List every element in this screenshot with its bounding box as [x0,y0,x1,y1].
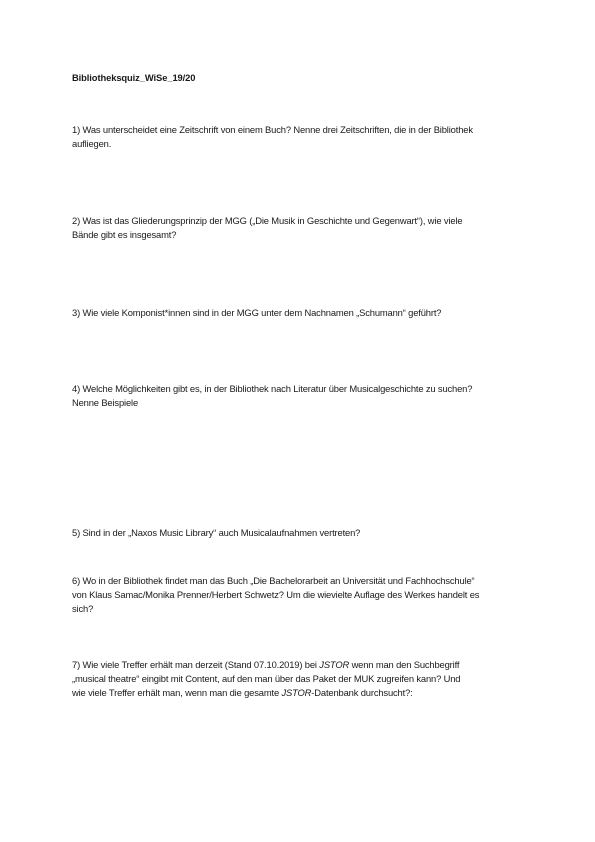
question-text-line: 2) Was ist das Gliederungsprinzip der MGG („Die Musik in Geschichte und Gegenwart“), wie viele [72,215,463,226]
question-1 [72,123,528,151]
question-text-line: Bände gibt es insgesamt? [72,229,177,241]
question-text-line: von Klaus Samac/Monika Prenner/Herbert Schwetz? Um die wievielte Auflage des Werkes handelt es [72,589,480,601]
question-6 [72,574,528,617]
question-text-line: 3) Wie viele Komponist*innen sind in der MGG unter dem Nachnamen „Schumann“ geführt? [72,307,442,318]
question-text-line: aufliegen. [72,138,112,150]
question-7 [72,658,528,701]
question-text-line: 4) Welche Möglichkeiten gibt es, in der Bibliothek nach Literatur über Musicalgeschichte zu suchen? [72,383,473,394]
question-2 [72,214,528,242]
question-text-line: 6) Wo in der Bibliothek findet man das Buch „Die Bachelorarbeit an Universität und Fachhochschule“ [72,575,475,586]
question-text-line: sich? [72,603,94,615]
question-text-line: Nenne Beispiele [72,397,139,409]
question-text-line: 5) Sind in der „Naxos Music Library“ auch Musicalaufnahmen vertreten? [72,527,361,538]
question-text-segment: 7) Wie viele Treffer erhält man derzeit (Stand 07.10.2019) bei [72,659,320,670]
document-title: Bibliotheksquiz_WiSe_19/20 [72,72,196,83]
question-text-segment: -Datenbank durchsucht?: [311,687,413,699]
jstor-name: JSTOR [319,659,350,670]
question-4 [72,382,528,410]
question-3 [72,306,528,320]
question-text-line [72,686,528,700]
question-5 [72,526,528,540]
jstor-name: JSTOR [281,687,312,699]
question-text-line [72,658,528,672]
question-text-line: 1) Was unterscheidet eine Zeitschrift von einem Buch? Nenne drei Zeitschriften, die in der Bibliothek [72,124,473,135]
question-text-line: „musical theatre“ eingibt mit Content, auf den man über das Paket der MUK zugreifen kann? Und [72,673,461,685]
question-text-segment: wie viele Treffer erhält man, wenn man die gesamte [72,687,282,699]
question-text-segment: wenn man den Suchbegriff [349,659,460,670]
